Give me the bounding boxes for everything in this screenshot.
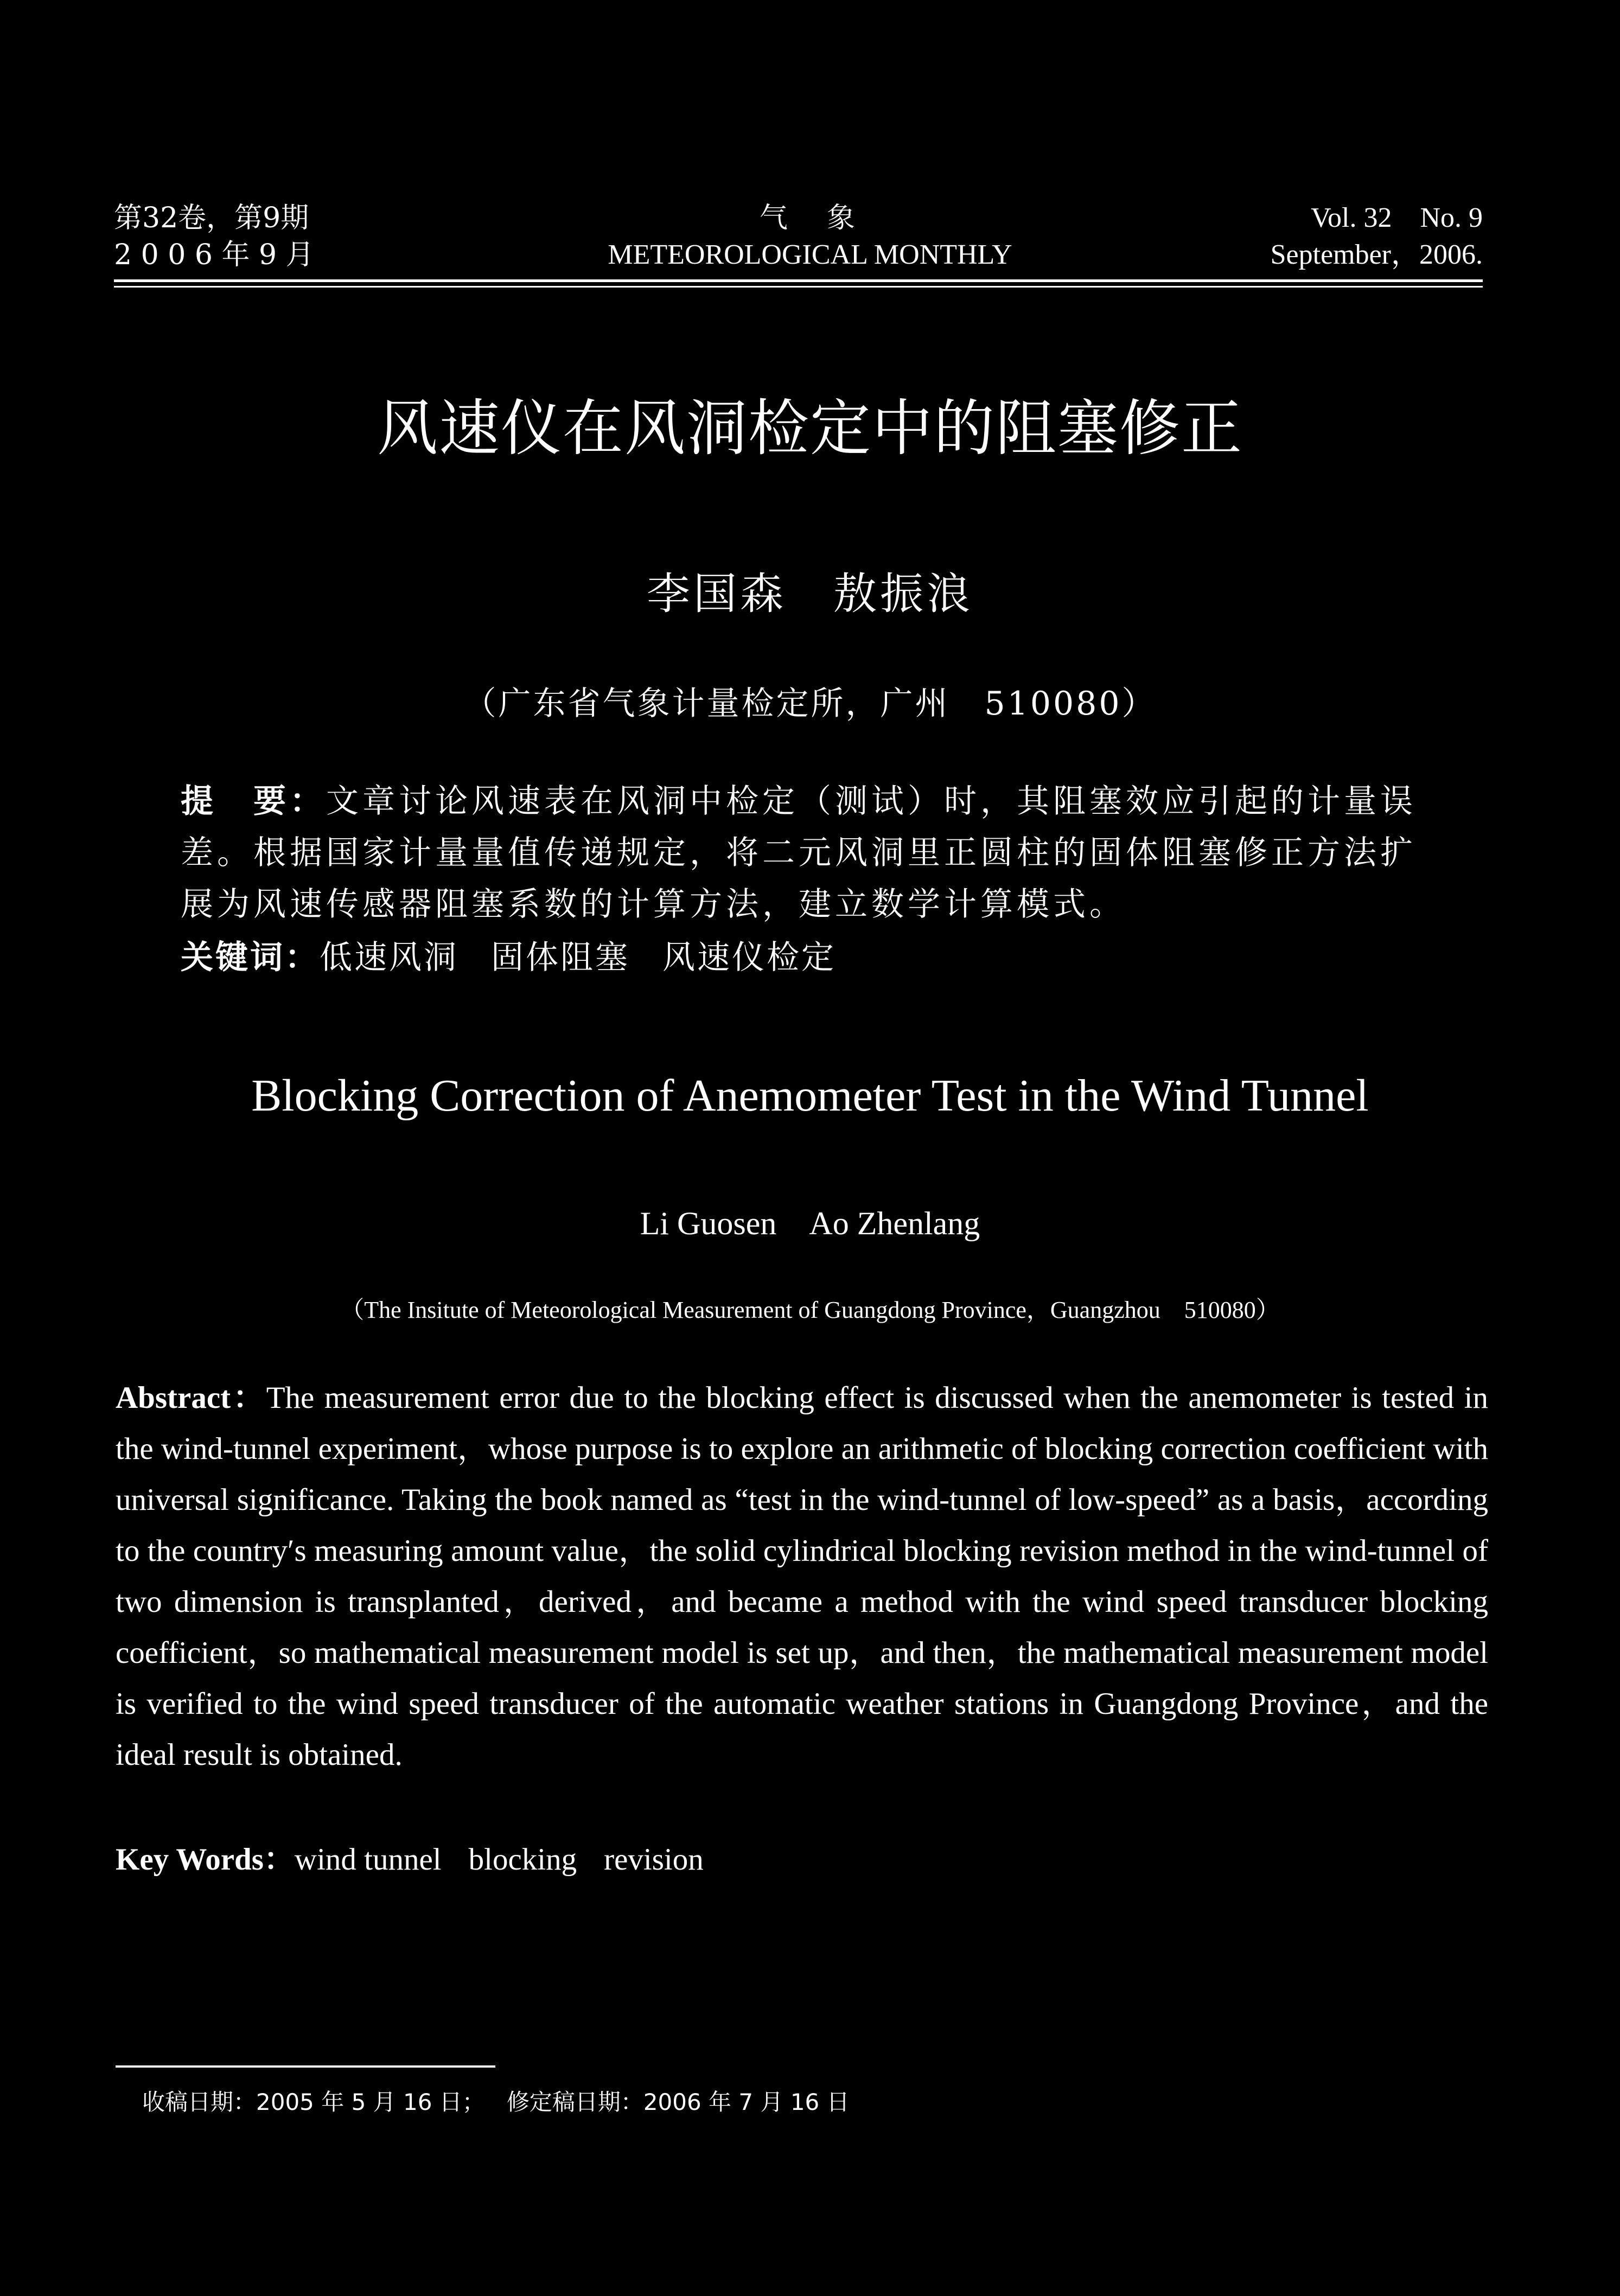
abstract-cn-label: 提 要： bbox=[181, 782, 326, 820]
author-en: Ao Zhenlang bbox=[809, 1206, 980, 1241]
keywords-en bbox=[116, 1838, 731, 1882]
footnote bbox=[142, 2086, 850, 2119]
authors-en bbox=[0, 1202, 1620, 1245]
affiliation-en: （The Insitute of Meteorological Measurement of Guangdong Province，Guangzhou 510080） bbox=[340, 1297, 1280, 1323]
keywords-cn-label: 关键词： bbox=[181, 939, 320, 977]
author-en: Li Guosen bbox=[640, 1206, 777, 1241]
abstract-en-label: Abstract： bbox=[116, 1381, 266, 1415]
keywords-en-label: Key Words： bbox=[116, 1842, 295, 1877]
keywords-cn bbox=[181, 936, 869, 979]
abstract-en bbox=[116, 1373, 1488, 1781]
authors-cn: 李国森 敖振浪 bbox=[647, 569, 973, 619]
abstract-cn-text: 文章讨论风速表在风洞中检定（测试）时，其阻塞效应引起的计量误差。根据国家计量量值传递规定，将二元风洞里正圆柱的固体阻塞修正方法扩展为风速传感器阻塞系数的计算方法，建立数学计算模式。 bbox=[181, 782, 1417, 923]
header-journal-cn: 气 象 bbox=[759, 202, 860, 234]
keyword-cn: 低速风洞 bbox=[320, 939, 458, 977]
header-date-cn: 2 0 0 6 年 9 月 bbox=[114, 239, 314, 271]
paper-title-en: Blocking Correction of Anemometer Test in the Wind Tunnel bbox=[251, 1070, 1369, 1121]
footnote-rule bbox=[116, 2065, 495, 2068]
keyword-cn: 固体阻塞 bbox=[491, 939, 630, 977]
keyword-en: revision bbox=[604, 1842, 704, 1877]
header-volume-cn: 第32卷，第9期 bbox=[114, 202, 309, 234]
keyword-en: blocking bbox=[468, 1842, 577, 1877]
footnote-received: 收稿日期：2005 年 5 月 16 日； bbox=[142, 2089, 485, 2115]
keyword-cn: 风速仪检定 bbox=[662, 939, 836, 977]
keyword-en: wind tunnel bbox=[294, 1842, 442, 1877]
header-rule-top bbox=[114, 279, 1483, 282]
header-date-en: September，2006. bbox=[1270, 239, 1483, 270]
footnote-revised: 修定稿日期：2006 年 7 月 16 日 bbox=[506, 2089, 850, 2115]
affiliation-cn: （广东省气象计量检定所，广州 510080） bbox=[463, 685, 1157, 723]
abstract-cn bbox=[181, 776, 1439, 930]
paper-title-cn: 风速仪在风洞检定中的阻塞修正 bbox=[377, 393, 1243, 464]
header-rule-bottom bbox=[114, 286, 1483, 288]
header-volume-en: Vol. 32 No. 9 bbox=[1311, 202, 1483, 233]
abstract-en-text: The measurement error due to the blocking effect is discussed when the anemometer is tested in the wind-tunnel experiment，whose purpose is to explore an arithmetic of blocking correction coefficient with universal significance. Taking the book named as “test in the wind-tunnel of low-speed” as a basis，according to the country′s measuring amount value，the solid cylindrical blocking revision method in the wind-tunnel of two dimension is transplanted，derived，and became a method with the wind speed transducer blocking coefficient，so mathematical measurement model is set up，and then，the mathematical measurement model is verified to the wind speed transducer of the automatic weather stations in Guangdong Province，and the ideal result is obtained. bbox=[116, 1381, 1488, 1772]
header-journal-en: METEOROLOGICAL MONTHLY bbox=[608, 239, 1012, 270]
